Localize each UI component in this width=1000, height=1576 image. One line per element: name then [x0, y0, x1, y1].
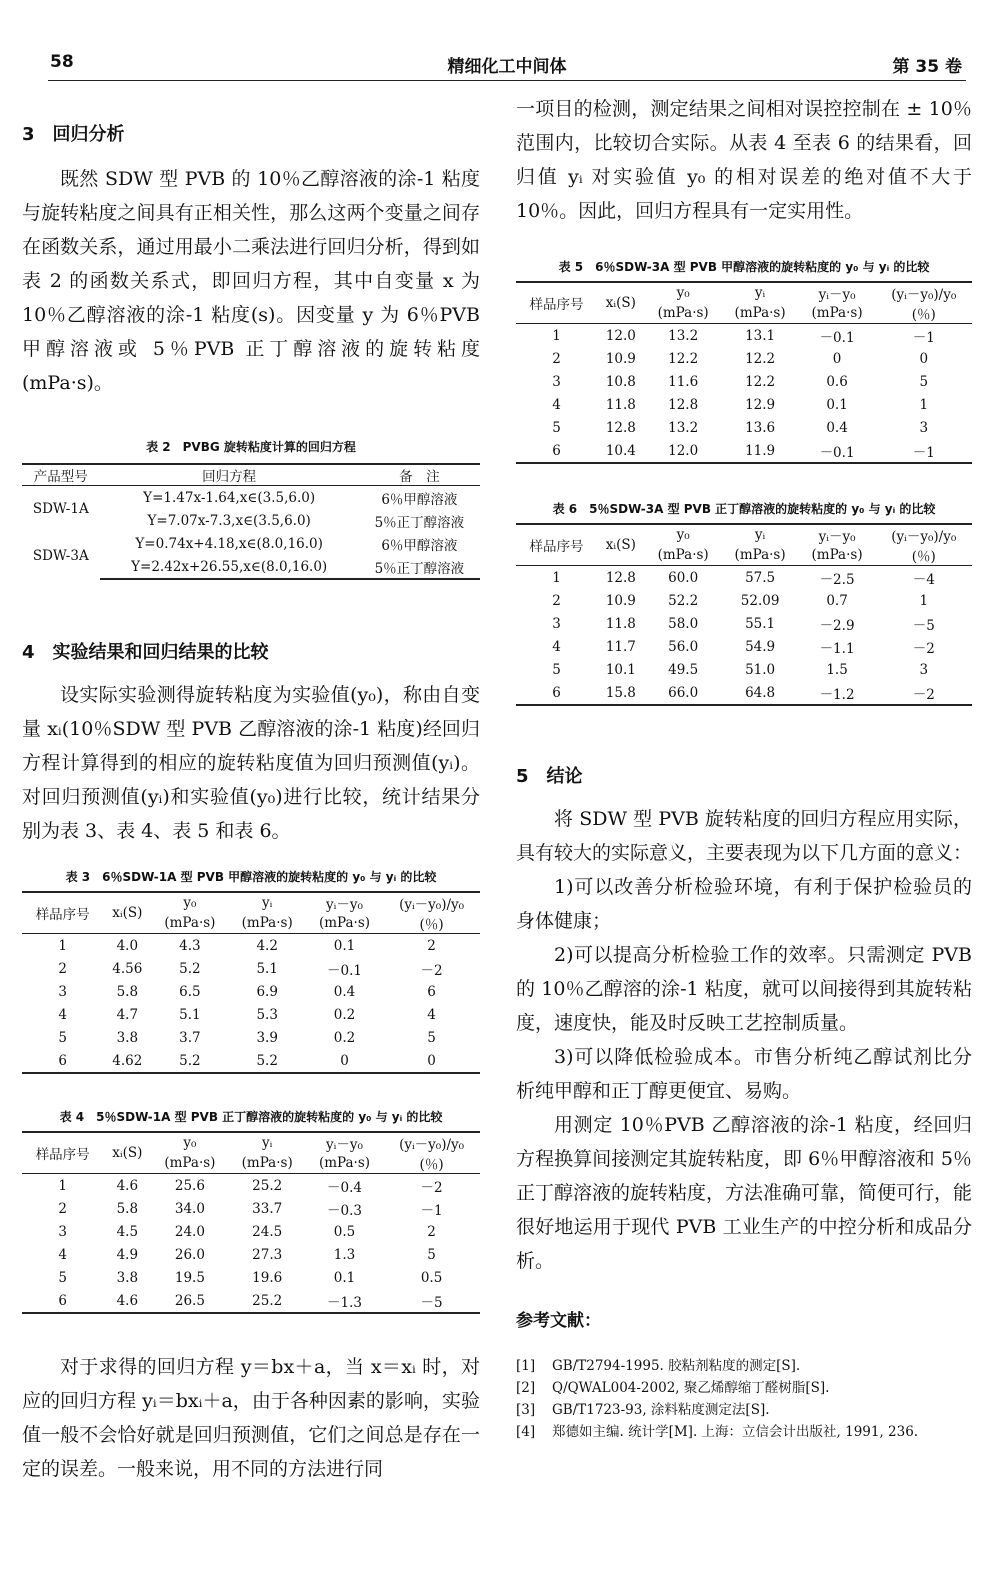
page-number: 58: [50, 52, 74, 72]
table-cell: 13.2: [668, 327, 699, 344]
table-cell: 12.8: [668, 396, 699, 413]
table-cell: 5.8: [116, 983, 139, 1000]
table-cell: 58.0: [668, 615, 699, 632]
table-cell: 5.1: [179, 1006, 201, 1023]
journal-name: 精细化工中间体: [447, 57, 567, 77]
table-row: [516, 681, 972, 705]
table-cell: 4: [58, 1006, 67, 1023]
table-cell: －2: [420, 962, 443, 979]
references-title: 参考文献：: [516, 1311, 601, 1331]
table-cell: 11.7: [605, 638, 636, 655]
table-row: [516, 370, 972, 393]
unit-header-cell: (mPa·s): [318, 915, 371, 931]
table-cell: 25.2: [229, 1289, 306, 1313]
table-2-caption: 表 2 PVBG 旋转粘度计算的回归方程: [146, 440, 356, 454]
table-cell: 24.0: [174, 1223, 205, 1240]
running-header: [48, 50, 966, 81]
table-header-cell: (yᵢ－y₀)/y₀: [383, 892, 480, 913]
table-cell: 4.3: [179, 937, 201, 954]
table-header-cell: 产品型号: [22, 464, 100, 486]
table-row: [516, 439, 972, 463]
conclusion-paragraph: 用测定 10％PVB 乙醇溶液的涂-1 粘度，经回归方程换算间接测定其旋转粘度，即 6％甲醇溶液和 5％正丁醇溶液的旋转粘度，方法准确可靠，简便可行，能很好地运用于现代 PVB 工业生产的中控分析和成品分析。: [516, 1114, 973, 1272]
table-cell: －1: [876, 439, 972, 463]
table-row: [22, 1003, 480, 1026]
table-cell: 0: [832, 350, 842, 367]
table-cell: 11.9: [722, 439, 799, 463]
table-cell: 64.8: [722, 681, 799, 705]
unit-header-cell: (mPa·s): [811, 547, 863, 563]
table-cell: －2: [876, 681, 972, 705]
table-cell: 3: [552, 373, 561, 390]
table-cell: 3: [552, 615, 561, 632]
table-row: [22, 1289, 480, 1313]
table-cell: 3.7: [179, 1029, 201, 1046]
table-header-cell: 回归方程: [100, 464, 359, 486]
table-row: [22, 957, 480, 980]
table-cell: 3: [58, 1223, 67, 1240]
table-row: [22, 980, 480, 1003]
table-cell: 49.5: [668, 661, 699, 678]
table-row: [516, 635, 972, 658]
table-cell: －4: [912, 571, 935, 588]
table-cell: 33.7: [252, 1200, 283, 1217]
table-cell: 5: [919, 373, 929, 390]
table-cell: 25.2: [252, 1177, 283, 1194]
table-cell: 6: [22, 1289, 103, 1313]
table-header-cell: yᵢ－y₀: [306, 1132, 383, 1153]
conclusion-paragraph: 将 SDW 型 PVB 旋转粘度的回归方程应用实际，具有较大的实际意义，主要表现为以下几方面的意义：: [516, 808, 973, 864]
table-header-cell: (yᵢ－y₀)/y₀: [876, 524, 972, 545]
table-cell: 5: [552, 419, 561, 436]
table-row: [22, 1049, 480, 1073]
table-cell: 52.09: [740, 592, 780, 609]
table-row: [22, 1243, 480, 1266]
table-cell: 12.8: [605, 419, 636, 436]
reference-item: [2] Q/QWAL004-2002, 聚乙烯醇缩丁醛树脂[S].: [516, 1380, 830, 1396]
table-cell: 3: [919, 419, 929, 436]
volume-label: 第 35 卷: [892, 57, 962, 77]
table-cell: 4.5: [116, 1223, 139, 1240]
table-cell: 12.2: [745, 373, 776, 390]
reference-item: [4] 郑德如主编. 统计学[M]. 上海：立信会计出版社, 1991, 236.: [516, 1424, 919, 1440]
table-cell: 11.8: [605, 396, 636, 413]
equation-cell: Y=0.74x+4.18,x∈(8.0,16.0): [135, 535, 323, 552]
reference-item: [1] GB/T2794-1995. 胶粘剂粘度的测定[S].: [516, 1358, 801, 1374]
table-cell: 56.0: [668, 638, 699, 655]
table-cell: －5: [912, 617, 935, 634]
table-cell: 12.2: [745, 350, 776, 367]
table-cell: 2: [58, 960, 67, 977]
table-row: [516, 566, 972, 590]
table-cell: 4: [427, 1006, 436, 1023]
table-cell: 10.9: [605, 592, 636, 609]
equation-cell: Y=2.42x+26.55,x∈(8.0,16.0): [100, 555, 359, 579]
table-cell: 2: [552, 592, 561, 609]
table-cell: 6.5: [179, 983, 201, 1000]
table-cell: 26.0: [174, 1246, 205, 1263]
table-cell: 5.2: [229, 1049, 306, 1073]
table-header-cell: yᵢ: [722, 282, 799, 303]
table-cell: 0.2: [333, 1006, 356, 1023]
table-row: [22, 486, 480, 510]
table-header-cell: (yᵢ－y₀)/y₀: [876, 282, 972, 303]
table-row: [22, 1220, 480, 1243]
table-header-cell: xᵢ(S): [103, 1132, 151, 1174]
table-row: [516, 658, 972, 681]
table-header-cell: yᵢ: [229, 892, 306, 913]
reference-item: [3] GB/T1723-93, 涂料粘度测定法[S].: [516, 1402, 770, 1418]
table-cell: 0.5: [333, 1223, 356, 1240]
unit-header-cell: (mPa·s): [241, 1155, 293, 1171]
table-cell: 4.6: [116, 1177, 139, 1194]
table-cell: 51.0: [745, 661, 776, 678]
unit-header-cell: (mPa·s): [241, 915, 293, 931]
table-header-cell: 样品序号: [516, 524, 597, 566]
table-cell: 10.1: [605, 661, 636, 678]
table-cell: 5.1: [256, 960, 278, 977]
table-cell: 5: [427, 1029, 436, 1046]
table-cell: －2.9: [819, 617, 855, 634]
table-header-cell: xᵢ(S): [103, 892, 151, 934]
table-cell: 11.8: [605, 615, 636, 632]
continued-paragraph: 一项目的检测，测定结果之间相对误控控制在 ± 10％范围内，比较切合实际。从表 4 至表 6 的结果看，回归值 yᵢ 对实验值 y₀ 的相对误差的绝对值不大于 10％。因此，回归方程具有一定实用性。: [516, 98, 972, 222]
unit-header-cell: (mPa·s): [657, 547, 709, 563]
table-cell: 19.6: [252, 1269, 283, 1286]
table-cell: 12.0: [605, 327, 636, 344]
table-row: [22, 1026, 480, 1049]
table-cell: 5: [58, 1029, 67, 1046]
table-header-cell: y₀: [151, 892, 228, 913]
table-cell: 2: [427, 937, 436, 954]
table-cell: 1: [919, 592, 929, 609]
table-6: [516, 523, 972, 706]
table-cell: 5.2: [179, 960, 201, 977]
section-4-title: 4 实验结果和回归结果的比较: [22, 642, 269, 663]
reference-list: [516, 1355, 972, 1443]
model-cell: SDW-1A: [32, 501, 89, 517]
table-cell: 25.6: [174, 1177, 205, 1194]
unit-header-cell: (mPa·s): [657, 305, 709, 321]
table-5: [516, 281, 972, 464]
equation-cell: Y=1.47x-1.64,x∈(3.5,6.0): [143, 489, 316, 506]
note-cell: 5％正丁醇溶液: [374, 514, 465, 531]
table-3-caption: 表 3 6％SDW-1A 型 PVB 甲醇溶液的旋转粘度的 y₀ 与 yᵢ 的比较: [65, 870, 437, 884]
table-row: [516, 324, 972, 348]
table-cell: 1: [919, 396, 929, 413]
table-cell: 0: [919, 350, 929, 367]
table-row: [22, 934, 480, 958]
table-cell: 13.1: [745, 327, 776, 344]
table-cell: 1: [552, 569, 561, 586]
table-cell: 27.3: [252, 1246, 283, 1263]
table-cell: －2.5: [819, 571, 855, 588]
table-cell: 54.9: [745, 638, 776, 655]
table-header-cell: 样品序号: [516, 282, 597, 324]
table-cell: 10.9: [605, 350, 636, 367]
table-row: [22, 532, 480, 555]
section-3-paragraph: 既然 SDW 型 PVB 的 10％乙醇溶液的涂-1 粘度与旋转粘度之间具有正相关性，那么这两个变量之间存在函数关系，通过用最小二乘法进行回归分析，得到如表 2 的函数关系式，即回归方程，其中自变量 x 为 10％乙醇溶液的涂-1 粘度(s)。因变量 y 为 6％PVB 甲醇溶液或 5％PVB 正丁醇溶液的旋转粘度(mPa·s)。: [22, 168, 480, 394]
table-cell: 3: [919, 661, 929, 678]
unit-header-cell: (mPa·s): [734, 547, 786, 563]
table-cell: 55.1: [745, 615, 776, 632]
table-header-cell: y₀: [645, 524, 722, 545]
unit-header-cell: (mPa·s): [318, 1155, 371, 1171]
table-cell: 0.1: [826, 396, 848, 413]
note-cell: 6％甲醇溶液: [381, 491, 458, 508]
table-cell: 5: [552, 661, 561, 678]
unit-header-cell: (mPa·s): [811, 305, 863, 321]
unit-header-cell: (％): [911, 307, 936, 323]
table-header-cell: xᵢ(S): [597, 282, 645, 324]
table-header-cell: yᵢ－y₀: [306, 892, 383, 913]
table-cell: 13.6: [745, 419, 776, 436]
table-row: [516, 589, 972, 612]
unit-header-cell: (mPa·s): [164, 915, 216, 931]
table-cell: 4: [552, 396, 561, 413]
section-5-title: 5 结论: [516, 766, 583, 787]
table-header-cell: xᵢ(S): [597, 524, 645, 566]
bottom-left-paragraph: 对于求得的回归方程 y＝bx＋a，当 x＝xᵢ 时，对应的回归方程 yᵢ＝bxᵢ＋a，由于各种因素的影响，实验值一般不会恰好就是回归预测值，它们之间总是存在一定的误差。一般来说，用不同的方法进行同: [22, 1356, 480, 1480]
table-3: [22, 891, 480, 1074]
table-row: [516, 612, 972, 635]
equation-cell: Y=7.07x-7.3,x∈(3.5,6.0): [147, 512, 311, 529]
table-cell: 5.3: [256, 1006, 278, 1023]
table-cell: 4.0: [116, 937, 139, 954]
table-cell: 12.2: [668, 350, 699, 367]
table-header-cell: y₀: [645, 282, 722, 303]
table-cell: 12.9: [745, 396, 776, 413]
unit-header-cell: (％): [911, 549, 936, 565]
table-cell: 3: [58, 983, 67, 1000]
table-cell: 13.2: [668, 419, 699, 436]
table-cell: 60.0: [668, 569, 699, 586]
conclusion-paragraph: 3)可以降低检验成本。市售分析纯乙醇试剂比分析纯甲醇和正丁醇更便宜、易购。: [516, 1046, 972, 1102]
table-header-cell: yᵢ: [722, 524, 799, 545]
table-cell: 2: [552, 350, 561, 367]
table-cell: 5: [427, 1246, 436, 1263]
unit-header-cell: (mPa·s): [164, 1155, 216, 1171]
table-cell: 0: [383, 1049, 480, 1073]
table-row: [22, 1174, 480, 1198]
table-cell: －0.4: [327, 1179, 362, 1196]
table-cell: 6: [516, 439, 597, 463]
conclusion-paragraph: 2)可以提高分析检验工作的效率。只需测定 PVB 的 10％乙醇溶的涂-1 粘度，就可以间接得到其旋转粘度，速度快，能及时反映工艺控制质量。: [516, 944, 972, 1034]
table-header-cell: 备 注: [359, 464, 480, 486]
table-cell: 5.8: [116, 1200, 139, 1217]
table-row: [22, 1266, 480, 1289]
table-cell: －1.1: [819, 640, 855, 657]
table-cell: －0.3: [327, 1202, 362, 1219]
table-cell: 66.0: [645, 681, 722, 705]
table-cell: 1: [58, 937, 67, 954]
section-4-paragraph: 设实际实验测得旋转粘度为实验值(y₀)，称由自变量 xᵢ(10％SDW 型 PVB 乙醇溶液的涂-1 粘度)经回归方程计算得到的相应的旋转粘度值为回归预测值(yᵢ)。对回归预测值(yᵢ)和实验值(y₀)进行比较，统计结果分别为表 3、表 4、表 5 和表 6。: [22, 684, 480, 842]
table-cell: 0.1: [333, 1269, 356, 1286]
note-cell: 6％甲醇溶液: [381, 537, 458, 554]
table-cell: －0.1: [327, 962, 362, 979]
table-5-caption: 表 5 6％SDW-3A 型 PVB 甲醇溶液的旋转粘度的 y₀ 与 yᵢ 的比较: [558, 260, 930, 274]
unit-header-cell: (％): [419, 917, 444, 933]
table-cell: 6.9: [256, 983, 278, 1000]
table-header-cell: (yᵢ－y₀)/y₀: [383, 1132, 480, 1153]
table-cell: 4.62: [103, 1049, 151, 1073]
table-cell: 10.8: [605, 373, 636, 390]
table-cell: 5: [58, 1269, 67, 1286]
table-cell: 12.0: [645, 439, 722, 463]
table-cell: －0.1: [799, 439, 876, 463]
model-cell: SDW-3A: [32, 547, 89, 564]
table-cell: 4.6: [103, 1289, 151, 1313]
table-cell: 3.8: [116, 1269, 139, 1286]
table-header-cell: 样品序号: [22, 1132, 103, 1174]
table-cell: －0.1: [819, 329, 855, 346]
table-cell: 6: [516, 681, 597, 705]
table-cell: 4.9: [116, 1246, 139, 1263]
table-cell: 15.8: [597, 681, 645, 705]
table-cell: －2: [912, 640, 935, 657]
table-cell: 10.4: [597, 439, 645, 463]
table-2: [22, 463, 480, 580]
table-cell: 24.5: [252, 1223, 283, 1240]
table-cell: 6: [427, 983, 436, 1000]
table-cell: 19.5: [174, 1269, 205, 1286]
table-cell: －1.3: [306, 1289, 383, 1313]
note-cell: 5％正丁醇溶液: [359, 555, 480, 579]
table-cell: 2: [427, 1223, 436, 1240]
table-cell: －1: [420, 1202, 443, 1219]
table-cell: 0.5: [420, 1269, 443, 1286]
table-cell: 2: [58, 1200, 67, 1217]
table-cell: 1.3: [333, 1246, 356, 1263]
table-cell: 6: [22, 1049, 103, 1073]
table-cell: 1: [58, 1177, 67, 1194]
table-cell: －1.2: [799, 681, 876, 705]
table-cell: －2: [420, 1179, 443, 1196]
unit-header-cell: (％): [419, 1157, 444, 1173]
conclusion-paragraph: 1)可以改善分析检验环境，有利于保护检验员的身体健康；: [516, 876, 972, 932]
table-cell: 0.4: [333, 983, 356, 1000]
table-cell: 52.2: [668, 592, 699, 609]
table-cell: －1: [912, 329, 935, 346]
table-cell: 0.2: [333, 1029, 356, 1046]
table-cell: 34.0: [174, 1200, 205, 1217]
table-cell: 3.8: [116, 1029, 139, 1046]
table-4: [22, 1131, 480, 1314]
right-column: [516, 92, 972, 1443]
table-row: [22, 1197, 480, 1220]
table-header-cell: y₀: [151, 1132, 228, 1153]
table-4-caption: 表 4 5％SDW-1A 型 PVB 正丁醇溶液的旋转粘度的 y₀ 与 yᵢ 的比较: [59, 1110, 443, 1124]
left-column: [22, 92, 480, 1486]
table-cell: 0.4: [826, 419, 848, 436]
table-cell: 26.5: [151, 1289, 228, 1313]
table-cell: 4: [58, 1246, 67, 1263]
table-cell: 5.2: [151, 1049, 228, 1073]
table-cell: －5: [383, 1289, 480, 1313]
table-header-cell: yᵢ－y₀: [799, 282, 876, 303]
table-cell: 12.8: [605, 569, 636, 586]
table-cell: 1.5: [826, 661, 848, 678]
table-header-cell: 样品序号: [22, 892, 103, 934]
table-cell: 4.7: [116, 1006, 139, 1023]
table-cell: 0.1: [333, 937, 356, 954]
table-header-cell: yᵢ: [229, 1132, 306, 1153]
table-row: [516, 393, 972, 416]
section-3-title: 3 回归分析: [22, 124, 125, 145]
table-6-caption: 表 6 5％SDW-3A 型 PVB 正丁醇溶液的旋转粘度的 y₀ 与 yᵢ 的比较: [552, 502, 936, 516]
table-cell: 3.9: [256, 1029, 278, 1046]
table-header-cell: yᵢ－y₀: [799, 524, 876, 545]
table-cell: 11.6: [668, 373, 699, 390]
table-cell: 4.2: [256, 937, 278, 954]
table-cell: 4: [552, 638, 561, 655]
unit-header-cell: (mPa·s): [734, 305, 786, 321]
table-cell: 0.7: [826, 592, 848, 609]
table-row: [516, 347, 972, 370]
table-cell: 57.5: [745, 569, 776, 586]
table-cell: 4.56: [112, 960, 143, 977]
table-row: [516, 416, 972, 439]
table-cell: 0.6: [826, 373, 848, 390]
table-cell: 0: [306, 1049, 383, 1073]
table-cell: 1: [552, 327, 561, 344]
